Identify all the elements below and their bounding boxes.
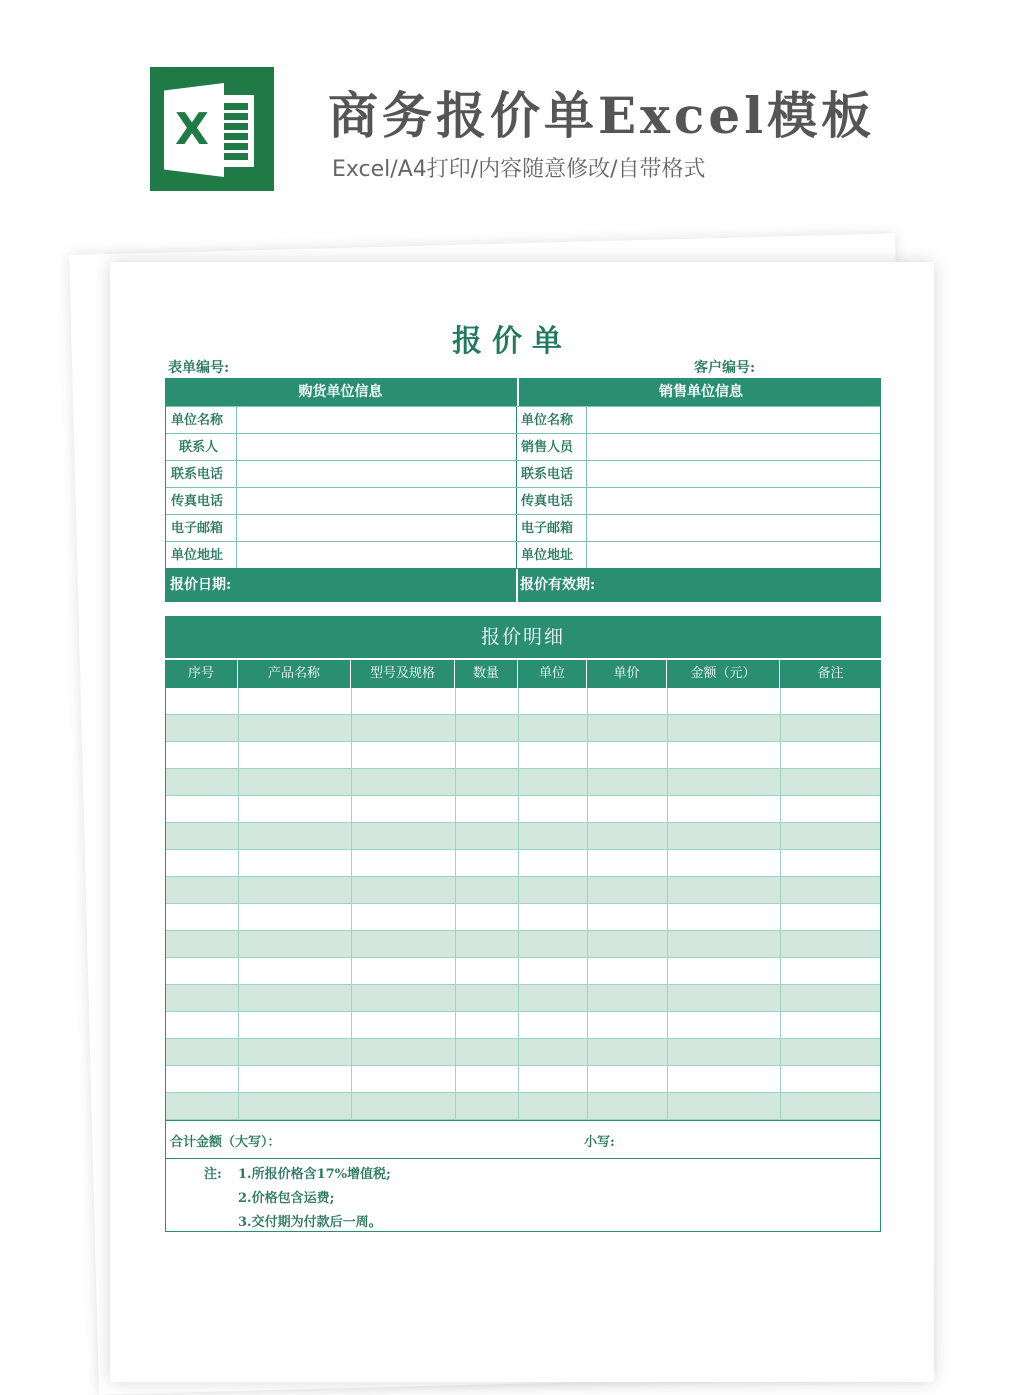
detail-table-body [165, 688, 881, 1120]
column-header: 单价 [586, 660, 666, 688]
table-row [166, 931, 880, 958]
seller-field-label: 电子邮箱 [521, 521, 574, 536]
seller-field-label: 单位名称 [521, 413, 574, 428]
totals-row [166, 1121, 880, 1159]
column-header: 型号及规格 [350, 660, 454, 688]
table-row [166, 1039, 880, 1066]
seller-section-title: 销售单位信息 [517, 378, 883, 406]
info-row [166, 406, 880, 434]
buyer-section-title: 购货单位信息 [298, 384, 383, 400]
document-title: 报价单 [452, 324, 572, 359]
party-info-header [165, 378, 881, 406]
column-divider [667, 688, 668, 1120]
excel-logo-icon [150, 67, 274, 191]
column-divider [455, 688, 456, 1120]
table-row [166, 1066, 880, 1093]
column-header: 序号 [187, 666, 214, 681]
info-row [166, 514, 880, 542]
note-line: 3.交付期为付款后一周。 [238, 1215, 382, 1230]
table-row [166, 796, 880, 823]
table-row [166, 850, 880, 877]
table-row [166, 877, 880, 904]
totals-and-notes [165, 1120, 881, 1232]
seller-field-label: 联系电话 [521, 467, 574, 482]
table-row [166, 715, 880, 742]
table-row [166, 823, 880, 850]
seller-field-label: 单位地址 [521, 548, 574, 563]
quote-date-bar [165, 569, 881, 602]
party-info-table [165, 406, 881, 569]
form-number-label: 表单编号: [168, 360, 230, 376]
logo-letter: X [175, 104, 209, 155]
buyer-field-label: 电子邮箱 [171, 521, 224, 536]
note-line: 2.价格包含运费; [238, 1191, 335, 1206]
column-header: 产品名称 [237, 660, 350, 688]
info-row [166, 541, 880, 569]
table-row [166, 904, 880, 931]
page-title: 商务报价单Excel模板 [328, 86, 876, 145]
column-header: 金额（元） [666, 660, 779, 688]
buyer-field-label: 传真电话 [171, 494, 224, 509]
buyer-field-label: 联系人 [179, 440, 219, 455]
seller-field-label: 传真电话 [521, 494, 574, 509]
column-header: 单位 [517, 660, 586, 688]
column-divider [351, 688, 352, 1120]
column-header: 数量 [454, 660, 517, 688]
table-row [166, 1012, 880, 1039]
table-row [166, 688, 880, 715]
info-row [166, 487, 880, 515]
table-row [166, 742, 880, 769]
page-subtitle: Excel/A4打印/内容随意修改/自带格式 [332, 157, 706, 182]
column-divider [238, 688, 239, 1120]
quote-date-label: 报价日期: [170, 577, 232, 593]
notes-label: 注: [204, 1167, 222, 1182]
total-lowercase-label: 小写: [584, 1135, 615, 1150]
detail-title: 报价明细 [165, 616, 881, 658]
total-uppercase-label: 合计金额（大写）： [170, 1135, 281, 1150]
customer-number-label: 客户编号: [694, 360, 756, 376]
column-divider [518, 688, 519, 1120]
column-divider [587, 688, 588, 1120]
date-bar-divider [516, 569, 518, 602]
seller-field-label: 销售人员 [521, 440, 574, 455]
note-line: 1.所报价格含17%增值税; [238, 1167, 391, 1182]
table-row [166, 985, 880, 1012]
info-row [166, 433, 880, 461]
valid-period-label: 报价有效期: [520, 577, 596, 593]
column-divider [780, 688, 781, 1120]
column-header: 备注 [779, 660, 881, 688]
table-row [166, 958, 880, 985]
table-row [166, 1093, 880, 1120]
buyer-field-label: 联系电话 [171, 467, 224, 482]
info-row [166, 460, 880, 488]
detail-column-header [165, 658, 881, 688]
buyer-field-label: 单位地址 [171, 548, 224, 563]
buyer-field-label: 单位名称 [171, 413, 224, 428]
table-row [166, 769, 880, 796]
